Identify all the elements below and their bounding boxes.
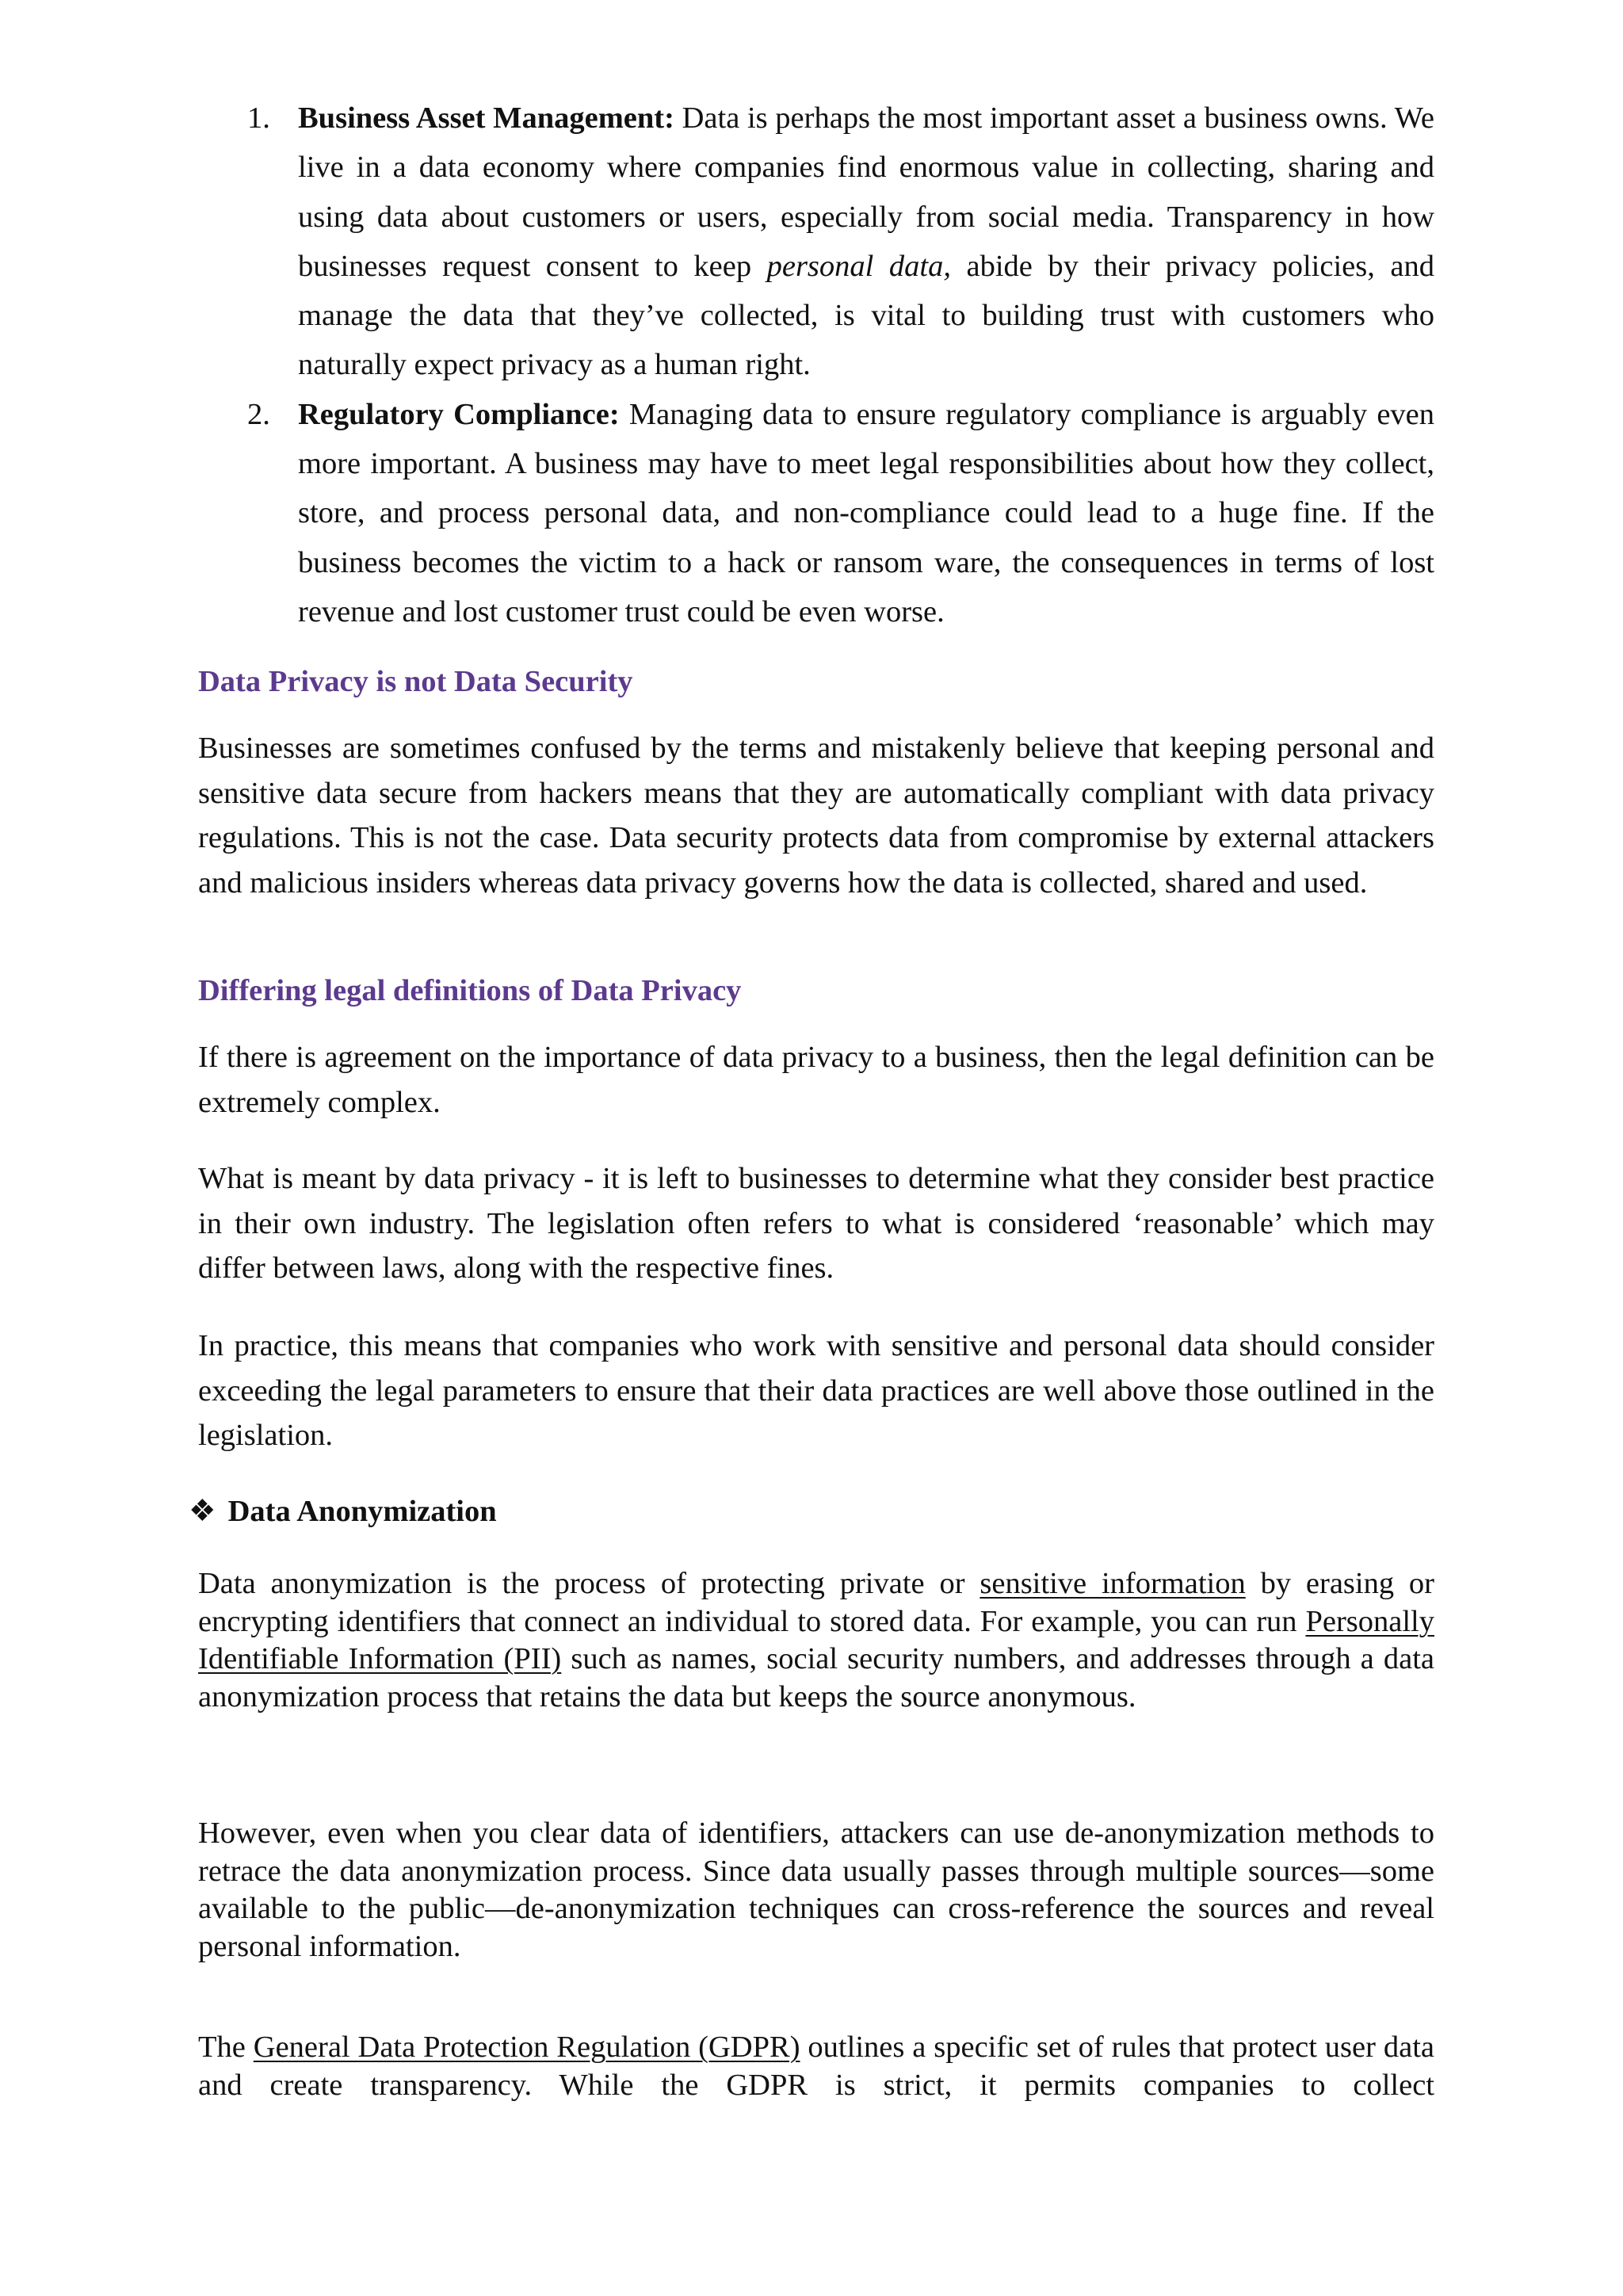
list-item-text: Managing data to ensure regulatory compliance is arguably even more important. A business may have to meet legal responsibilities about how they collect, store, and process personal data, and non-compliance could lead to a huge fine. If the business becomes the victim to a hack or ransom ware, the consequences in terms of lost revenue and lost customer trust could be even worse. — [298, 397, 1434, 628]
list-item-text: Data is perhaps the most important asset a business owns. We live in a data economy where companies find enormous value in collecting, sharing and using data about customers or users, especially from social media. Transparency in how businesses request consent to keep — [298, 101, 1434, 283]
list-item-title: Business Asset Management: — [298, 101, 674, 135]
paragraph — [198, 2029, 1434, 2142]
list-item-title: Regulatory Compliance: — [298, 397, 620, 431]
paragraph: However, even when you clear data of identifiers, attackers can use de-anonymization methods to retrace the data anonymization process. Since data usually passes through multiple sources—some available to the public—de-anonymization techniques can cross-reference the sources and reveal personal information. — [198, 1817, 1434, 1963]
bullet-heading — [189, 1493, 497, 1529]
paragraph-text: The — [198, 2030, 254, 2064]
paragraph: Businesses are sometimes confused by the terms and mistakenly believe that keeping personal and sensitive data secure from hackers means that they are automatically compliant with data privacy regulations. This is not the case. Data security protects data from compromise by external attackers and malicious insiders whereas data privacy governs how the data is collected, shared and used. — [198, 732, 1434, 900]
paragraph-text: Data anonymization is the process of protecting private or — [198, 1567, 980, 1600]
paragraph: In practice, this means that companies who work with sensitive and personal data should consider exceeding the legal parameters to ensure that their data practices are well above those outlined in the legislation. — [198, 1329, 1434, 1452]
pii-link[interactable]: Personally Identifiable Information (PII) — [198, 1604, 1434, 1675]
list-item — [198, 390, 1434, 636]
paragraph-text: outlines a specific set of rules that protect user data and create transparency. While the GDPR is strict, it permits companies to collect — [198, 2030, 1434, 2102]
bullet-heading-text: Data Anonymization — [227, 1495, 497, 1528]
list-item — [198, 94, 1434, 390]
list-item-text: abide by their privacy policies, and manage the data that they’ve collected, is vital to building trust with customers who naturally expect privacy as a human right. — [298, 249, 1434, 382]
list-number: 2. — [247, 397, 270, 431]
diamond-bullet-icon: ❖ — [189, 1495, 216, 1528]
paragraph — [198, 1565, 1434, 1716]
paragraph-text: by erasing or encrypting identifiers that connect an individual to stored data. For example, you can run — [198, 1567, 1434, 1638]
gdpr-link[interactable]: General Data Protection Regulation (GDPR) — [253, 2030, 800, 2064]
sensitive-information-link[interactable]: sensitive information — [980, 1567, 1246, 1600]
paragraph-text: such as names, social security numbers, and addresses through a data anonymization process that retains the data but keeps the source anonymous. — [198, 1642, 1434, 1713]
list-number: 1. — [247, 101, 270, 135]
paragraph: What is meant by data privacy - it is left to businesses to determine what they consider best practice in their own industry. The legislation often refers to what is considered ‘reasonable’ which may differ between laws, along with the respective fines. — [198, 1162, 1434, 1285]
numbered-list — [198, 94, 1434, 636]
paragraph: If there is agreement on the importance of data privacy to a business, then the legal definition can be extremely complex. — [198, 1041, 1434, 1119]
section-heading: Data Privacy is not Data Security — [198, 665, 633, 698]
list-item-emphasis: personal data, — [766, 249, 951, 283]
section-heading: Differing legal definitions of Data Privacy — [198, 974, 742, 1007]
